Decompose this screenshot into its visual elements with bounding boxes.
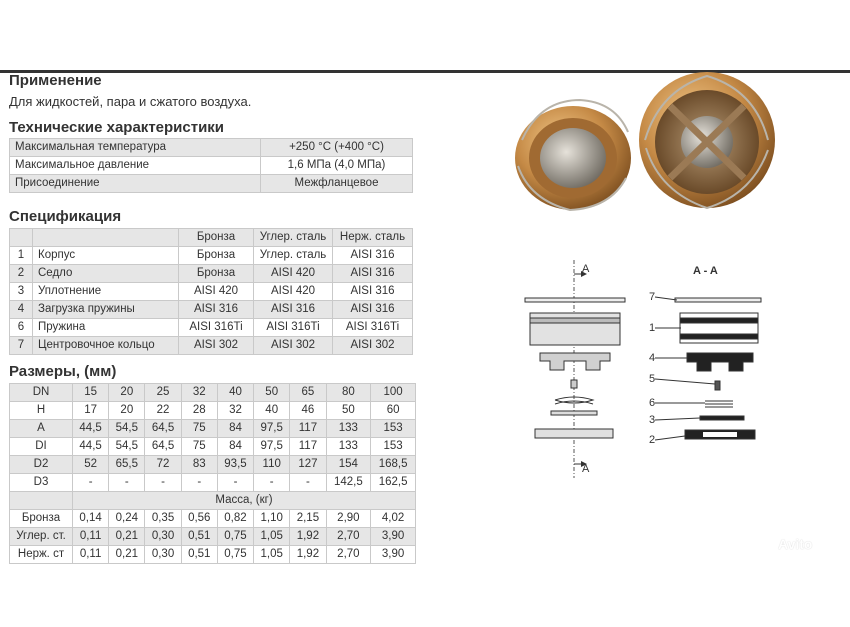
mass-cell: 0,35 bbox=[145, 510, 181, 528]
dim-cell: 110 bbox=[254, 456, 290, 474]
dim-label: DN bbox=[10, 384, 73, 402]
dim-label: A bbox=[10, 420, 73, 438]
dim-cell: 153 bbox=[371, 438, 416, 456]
dim-cell: 97,5 bbox=[254, 438, 290, 456]
part-number: 6 bbox=[10, 319, 33, 337]
dim-cell: 80 bbox=[326, 384, 371, 402]
table-row bbox=[10, 438, 416, 456]
table-row bbox=[10, 528, 416, 546]
part-name: Центровочное кольцо bbox=[33, 337, 179, 355]
table-row bbox=[10, 474, 416, 492]
dims-table bbox=[9, 383, 416, 564]
mass-material: Бронза bbox=[10, 510, 73, 528]
dim-cell: 100 bbox=[371, 384, 416, 402]
dim-cell: 142,5 bbox=[326, 474, 371, 492]
dim-cell: 60 bbox=[371, 402, 416, 420]
table-row bbox=[10, 283, 413, 301]
dim-cell: 64,5 bbox=[145, 420, 181, 438]
dim-cell: 117 bbox=[290, 420, 326, 438]
table-row bbox=[10, 265, 413, 283]
exploded-drawing bbox=[515, 260, 765, 485]
mass-cell: 1,05 bbox=[254, 528, 290, 546]
dim-cell: 54,5 bbox=[109, 438, 145, 456]
tech-table bbox=[9, 138, 413, 193]
table-row bbox=[10, 420, 416, 438]
mass-cell: 2,70 bbox=[326, 546, 371, 564]
tech-value: +250 °C (+400 °C) bbox=[261, 139, 413, 157]
callout-4: 4 bbox=[649, 352, 656, 364]
material-cell: AISI 420 bbox=[179, 283, 254, 301]
dim-cell: 54,5 bbox=[109, 420, 145, 438]
part-number: 3 bbox=[10, 283, 33, 301]
dim-cell: 84 bbox=[217, 438, 253, 456]
material-cell: Бронза bbox=[179, 247, 254, 265]
tech-label: Максимальная температура bbox=[10, 139, 261, 157]
material-cell: AISI 420 bbox=[254, 265, 333, 283]
mass-cell: 1,92 bbox=[290, 528, 326, 546]
table-row bbox=[10, 510, 416, 528]
callout-1: 1 bbox=[649, 322, 656, 334]
mass-material: Нерж. ст bbox=[10, 546, 73, 564]
table-row bbox=[10, 546, 416, 564]
mass-cell: 0,51 bbox=[181, 528, 217, 546]
dim-label: D3 bbox=[10, 474, 73, 492]
dim-cell: 40 bbox=[217, 384, 253, 402]
mass-cell: 0,11 bbox=[73, 546, 109, 564]
mass-cell: 1,92 bbox=[290, 546, 326, 564]
mass-material: Углер. ст. bbox=[10, 528, 73, 546]
seat-part bbox=[535, 429, 613, 438]
mass-cell: 0,75 bbox=[217, 546, 253, 564]
part-name: Уплотнение bbox=[33, 283, 179, 301]
spec-col-header: Углер. сталь bbox=[254, 229, 333, 247]
dim-cell: 154 bbox=[326, 456, 371, 474]
material-cell: AISI 420 bbox=[254, 283, 333, 301]
dims-heading: Размеры, (мм) bbox=[9, 363, 117, 380]
mass-cell: 0,21 bbox=[109, 546, 145, 564]
cut-label-top: A bbox=[582, 263, 590, 275]
material-cell: Углер. сталь bbox=[254, 247, 333, 265]
application-heading: Применение bbox=[9, 72, 102, 89]
dim-cell: 162,5 bbox=[371, 474, 416, 492]
dim-cell: 83 bbox=[181, 456, 217, 474]
mass-cell: 0,75 bbox=[217, 528, 253, 546]
dim-cell: 52 bbox=[73, 456, 109, 474]
spec-col-header: Нерж. сталь bbox=[333, 229, 413, 247]
dim-cell: 65,5 bbox=[109, 456, 145, 474]
mass-cell: 2,90 bbox=[326, 510, 371, 528]
dim-cell: 117 bbox=[290, 438, 326, 456]
application-text: Для жидкостей, пара и сжатого воздуха. bbox=[9, 94, 252, 109]
part-name: Седло bbox=[33, 265, 179, 283]
dim-cell: 50 bbox=[326, 402, 371, 420]
dim-label: H bbox=[10, 402, 73, 420]
dim-cell: 28 bbox=[181, 402, 217, 420]
material-cell: AISI 316 bbox=[179, 301, 254, 319]
dim-cell: - bbox=[181, 474, 217, 492]
table-row bbox=[10, 247, 413, 265]
dim-cell: 75 bbox=[181, 420, 217, 438]
dim-cell: 32 bbox=[217, 402, 253, 420]
table-row bbox=[10, 402, 416, 420]
part-number: 2 bbox=[10, 265, 33, 283]
material-cell: Бронза bbox=[179, 265, 254, 283]
table-row bbox=[10, 337, 413, 355]
spring-load-part bbox=[540, 353, 610, 370]
part-name: Корпус bbox=[33, 247, 179, 265]
table-row bbox=[10, 456, 416, 474]
mass-cell: 0,30 bbox=[145, 528, 181, 546]
blank-cell bbox=[10, 492, 73, 510]
mass-cell: 0,24 bbox=[109, 510, 145, 528]
dim-cell: 20 bbox=[109, 384, 145, 402]
mass-cell: 3,90 bbox=[371, 528, 416, 546]
dim-cell: 22 bbox=[145, 402, 181, 420]
spec-table bbox=[9, 228, 413, 355]
dim-cell: 127 bbox=[290, 456, 326, 474]
dim-cell: 64,5 bbox=[145, 438, 181, 456]
dim-cell: - bbox=[254, 474, 290, 492]
dim-cell: 75 bbox=[181, 438, 217, 456]
callout-3: 3 bbox=[649, 414, 656, 426]
material-cell: AISI 316 bbox=[333, 265, 413, 283]
dim-cell: 84 bbox=[217, 420, 253, 438]
avito-watermark: Avito bbox=[778, 536, 813, 552]
mass-cell: 1,05 bbox=[254, 546, 290, 564]
table-row bbox=[10, 384, 416, 402]
dim-label: DI bbox=[10, 438, 73, 456]
mass-cell: 0,11 bbox=[73, 528, 109, 546]
dim-cell: 15 bbox=[73, 384, 109, 402]
tech-label: Максимальное давление bbox=[10, 157, 261, 175]
valve-front bbox=[515, 100, 631, 210]
cut-label-bottom: A bbox=[582, 463, 590, 475]
dim-cell: 133 bbox=[326, 438, 371, 456]
dim-cell: 32 bbox=[181, 384, 217, 402]
spec-col-header: Бронза bbox=[179, 229, 254, 247]
callout-6: 6 bbox=[649, 397, 656, 409]
dim-cell: - bbox=[109, 474, 145, 492]
ring-part bbox=[525, 298, 625, 302]
mass-cell: 0,30 bbox=[145, 546, 181, 564]
dim-cell: 20 bbox=[109, 402, 145, 420]
dim-cell: 72 bbox=[145, 456, 181, 474]
dim-cell: 168,5 bbox=[371, 456, 416, 474]
dim-cell: 46 bbox=[290, 402, 326, 420]
table-row bbox=[10, 139, 413, 157]
section-label: A - A bbox=[693, 265, 718, 277]
table-row bbox=[10, 301, 413, 319]
material-cell: AISI 316Ti bbox=[179, 319, 254, 337]
tech-value: 1,6 МПа (4,0 МПа) bbox=[261, 157, 413, 175]
material-cell: AISI 316 bbox=[254, 301, 333, 319]
mass-cell: 2,70 bbox=[326, 528, 371, 546]
dim-cell: 40 bbox=[254, 402, 290, 420]
dim-cell: 17 bbox=[73, 402, 109, 420]
part-name: Пружина bbox=[33, 319, 179, 337]
part-number: 7 bbox=[10, 337, 33, 355]
dim-cell: - bbox=[217, 474, 253, 492]
mass-cell: 0,21 bbox=[109, 528, 145, 546]
dim-cell: 93,5 bbox=[217, 456, 253, 474]
mass-cell: 1,10 bbox=[254, 510, 290, 528]
material-cell: AISI 316 bbox=[333, 301, 413, 319]
mass-cell: 2,15 bbox=[290, 510, 326, 528]
dim-label: D2 bbox=[10, 456, 73, 474]
mass-cell: 4,02 bbox=[371, 510, 416, 528]
part-name: Загрузка пружины bbox=[33, 301, 179, 319]
material-cell: AISI 316 bbox=[333, 247, 413, 265]
table-row bbox=[10, 492, 416, 510]
table-row bbox=[10, 319, 413, 337]
dim-cell: 44,5 bbox=[73, 420, 109, 438]
dim-cell: 44,5 bbox=[73, 438, 109, 456]
mass-cell: 0,14 bbox=[73, 510, 109, 528]
valve-back bbox=[639, 72, 775, 208]
dim-cell: 97,5 bbox=[254, 420, 290, 438]
dim-cell: 25 bbox=[145, 384, 181, 402]
part-number: 1 bbox=[10, 247, 33, 265]
material-cell: AISI 316 bbox=[333, 283, 413, 301]
mass-cell: 3,90 bbox=[371, 546, 416, 564]
table-row bbox=[10, 175, 413, 193]
material-cell: AISI 316Ti bbox=[254, 319, 333, 337]
mass-cell: 0,82 bbox=[217, 510, 253, 528]
part-number: 4 bbox=[10, 301, 33, 319]
callout-7: 7 bbox=[649, 291, 656, 303]
table-row bbox=[10, 229, 413, 247]
dim-cell: 65 bbox=[290, 384, 326, 402]
material-cell: AISI 302 bbox=[179, 337, 254, 355]
material-cell: AISI 302 bbox=[333, 337, 413, 355]
mass-cell: 0,51 bbox=[181, 546, 217, 564]
tech-value: Межфланцевое bbox=[261, 175, 413, 193]
table-row bbox=[10, 157, 413, 175]
material-cell: AISI 302 bbox=[254, 337, 333, 355]
material-cell: AISI 316Ti bbox=[333, 319, 413, 337]
dim-cell: - bbox=[145, 474, 181, 492]
valve-photo bbox=[500, 70, 800, 220]
callout-2: 2 bbox=[649, 434, 656, 446]
dim-cell: 153 bbox=[371, 420, 416, 438]
tech-heading: Технические характеристики bbox=[9, 119, 225, 136]
dim-cell: - bbox=[73, 474, 109, 492]
callout-5: 5 bbox=[649, 373, 656, 385]
tech-label: Присоединение bbox=[10, 175, 261, 193]
dim-cell: 133 bbox=[326, 420, 371, 438]
mass-cell: 0,56 bbox=[181, 510, 217, 528]
dim-cell: - bbox=[290, 474, 326, 492]
spec-heading: Спецификация bbox=[9, 208, 122, 225]
mass-label: Масса, (кг) bbox=[73, 492, 416, 510]
dim-cell: 50 bbox=[254, 384, 290, 402]
